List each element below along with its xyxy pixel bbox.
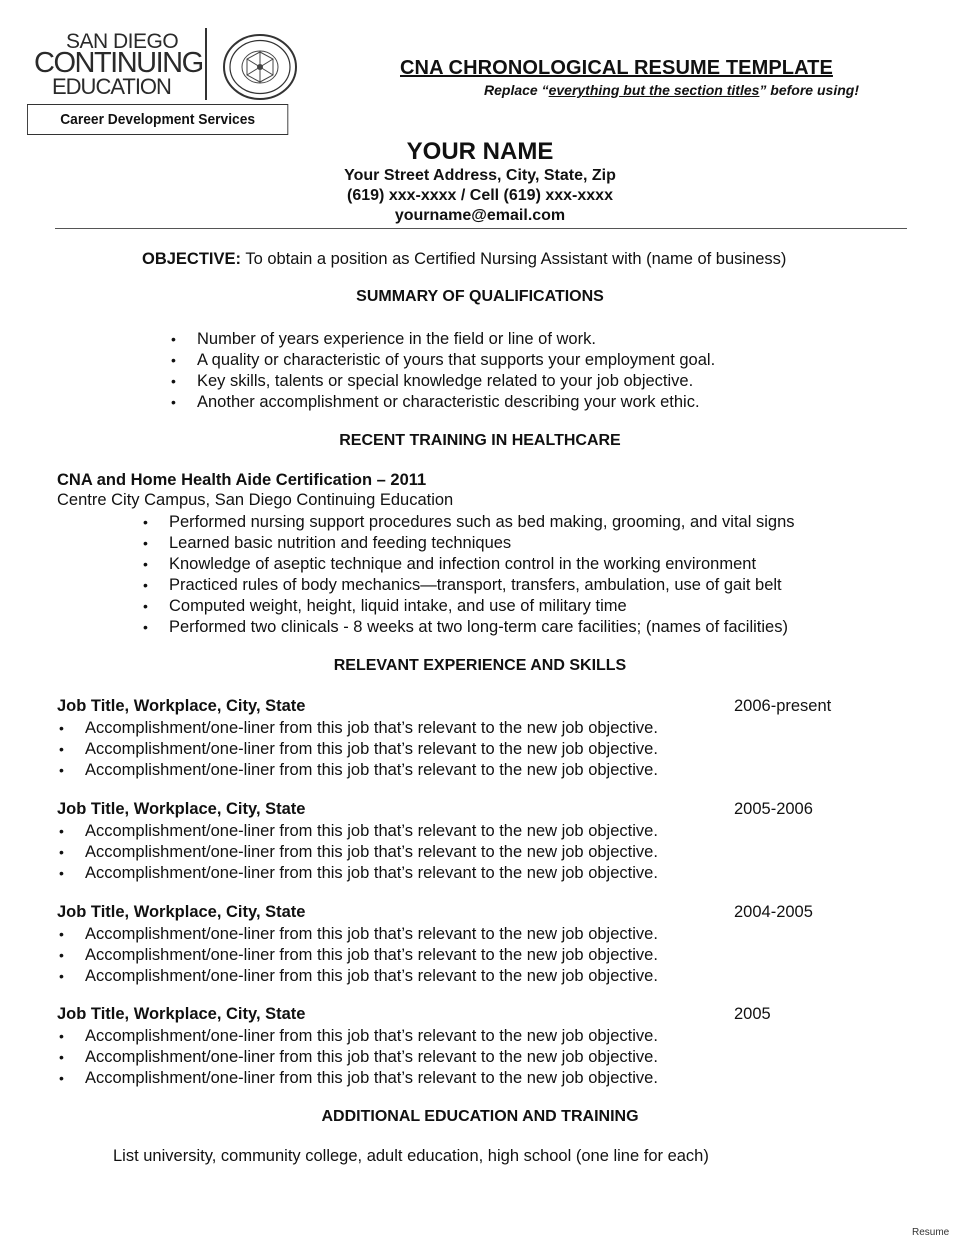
bullet-icon: • — [59, 926, 64, 942]
job-title: Job Title, Workplace, City, State — [57, 1005, 306, 1023]
job-accomplishments — [59, 1026, 658, 1089]
experience-heading: RELEVANT EXPERIENCE AND SKILLS — [333, 657, 627, 674]
logo-line-san-diego: SAN DIEGO — [66, 30, 179, 53]
bullet-icon: • — [59, 968, 64, 984]
objective-text: To obtain a position as Certified Nursing Assistant with (name of business) — [241, 250, 787, 268]
certification-title: CNA and Home Health Aide Certification – 2011 — [57, 471, 427, 489]
subtitle-underlined: everything but the section titles — [548, 82, 760, 98]
job-title: Job Title, Workplace, City, State — [57, 697, 306, 715]
job-title: Job Title, Workplace, City, State — [57, 903, 306, 921]
document-title: CNA CHRONOLOGICAL RESUME TEMPLATE — [400, 57, 833, 79]
bullet-icon: • — [59, 947, 64, 963]
list-item: • Another accomplishment or characteristic describing your work ethic. — [171, 393, 700, 411]
logo-line-education: EDUCATION — [52, 74, 171, 99]
bullet-icon: • — [143, 619, 148, 635]
list-item: • Practiced rules of body mechanics—transport, transfers, ambulation, use of gait belt — [143, 576, 782, 594]
list-item: • Performed two clinicals - 8 weeks at two long-term care facilities; (names of facilities) — [143, 618, 788, 636]
applicant-phone: (619) xxx-xxxx / Cell (619) xxx-xxxx — [347, 187, 613, 204]
list-item: • Learned basic nutrition and feeding techniques — [143, 534, 512, 552]
bullet-icon: • — [143, 556, 148, 572]
job-date: 2005 — [734, 1005, 771, 1023]
document-subtitle — [484, 82, 859, 98]
bullet-icon: • — [59, 1028, 64, 1044]
list-item: • Accomplishment/one-liner from this job that’s relevant to the new job objective. — [59, 967, 658, 985]
job-accomplishments — [59, 821, 658, 884]
applicant-email: yourname@email.com — [394, 207, 566, 224]
bullet-icon: • — [143, 535, 148, 551]
list-item: • Accomplishment/one-liner from this job that’s relevant to the new job objective. — [59, 761, 658, 779]
bullet-icon: • — [59, 1070, 64, 1086]
job-date: 2004-2005 — [734, 903, 813, 921]
list-item: • Accomplishment/one-liner from this job that’s relevant to the new job objective. — [59, 1048, 658, 1066]
list-item: • Accomplishment/one-liner from this job that’s relevant to the new job objective. — [59, 925, 658, 943]
list-item: • Accomplishment/one-liner from this job that’s relevant to the new job objective. — [59, 843, 658, 861]
bullet-icon: • — [59, 844, 64, 860]
bullet-icon: • — [171, 373, 176, 389]
job-date: 2005-2006 — [734, 800, 813, 818]
bullet-icon: • — [143, 577, 148, 593]
list-item: • Knowledge of aseptic technique and infection control in the working environment — [143, 555, 757, 573]
list-item: • Accomplishment/one-liner from this job that’s relevant to the new job objective. — [59, 822, 658, 840]
header-divider — [55, 228, 907, 229]
list-item: • Accomplishment/one-liner from this job that’s relevant to the new job objective. — [59, 1027, 658, 1045]
bullet-icon: • — [171, 352, 176, 368]
list-item: • Number of years experience in the field or line of work. — [171, 330, 596, 348]
bullet-icon: • — [59, 720, 64, 736]
logo-line-continuing: CONTINUING — [34, 47, 203, 79]
list-item: • Accomplishment/one-liner from this job that’s relevant to the new job objective. — [59, 946, 658, 964]
subtitle-pre: Replace “ — [484, 82, 549, 98]
bullet-icon: • — [59, 741, 64, 757]
bullet-icon: • — [59, 1049, 64, 1065]
list-item: • A quality or characteristic of yours that supports your employment goal. — [171, 351, 716, 369]
bullet-icon: • — [143, 598, 148, 614]
bullet-icon: • — [59, 762, 64, 778]
additional-education-heading: ADDITIONAL EDUCATION AND TRAINING — [321, 1108, 639, 1125]
training-list — [143, 512, 795, 638]
summary-list — [171, 329, 716, 413]
bullet-icon: • — [171, 394, 176, 410]
objective-label: OBJECTIVE: — [142, 250, 242, 268]
certification-campus: Centre City Campus, San Diego Continuing Education — [57, 491, 454, 509]
bullet-icon: • — [171, 331, 176, 347]
list-item: • Accomplishment/one-liner from this job that’s relevant to the new job objective. — [59, 719, 658, 737]
objective — [142, 249, 786, 270]
list-item: • Key skills, talents or special knowledge related to your job objective. — [171, 372, 694, 390]
footer-tag: Resume — [912, 1227, 950, 1238]
job-date: 2006-present — [734, 697, 832, 715]
bullet-icon: • — [143, 514, 148, 530]
additional-education-text: List university, community college, adult education, high school (one line for each) — [113, 1147, 709, 1165]
subtitle-post: ” before using! — [759, 82, 859, 98]
bullet-icon: • — [59, 823, 64, 839]
list-item: • Accomplishment/one-liner from this job that’s relevant to the new job objective. — [59, 1069, 658, 1087]
job-accomplishments — [59, 924, 658, 987]
job-accomplishments — [59, 718, 658, 781]
bullet-icon: • — [59, 865, 64, 881]
career-services-box — [27, 104, 288, 135]
logo-divider — [205, 28, 207, 100]
applicant-address: Your Street Address, City, State, Zip — [344, 167, 616, 184]
applicant-name: YOUR NAME — [406, 138, 554, 165]
list-item: • Performed nursing support procedures such as bed making, grooming, and vital signs — [143, 513, 795, 531]
summary-heading: SUMMARY OF QUALIFICATIONS — [356, 288, 604, 305]
college-seal-icon — [222, 33, 298, 101]
list-item: • Accomplishment/one-liner from this job that’s relevant to the new job objective. — [59, 864, 658, 882]
job-title: Job Title, Workplace, City, State — [57, 800, 306, 818]
career-services-label: Career Development Services — [60, 111, 256, 128]
training-heading: RECENT TRAINING IN HEALTHCARE — [339, 432, 621, 449]
list-item: • Computed weight, height, liquid intake, and use of military time — [143, 597, 627, 615]
list-item: • Accomplishment/one-liner from this job that’s relevant to the new job objective. — [59, 740, 658, 758]
